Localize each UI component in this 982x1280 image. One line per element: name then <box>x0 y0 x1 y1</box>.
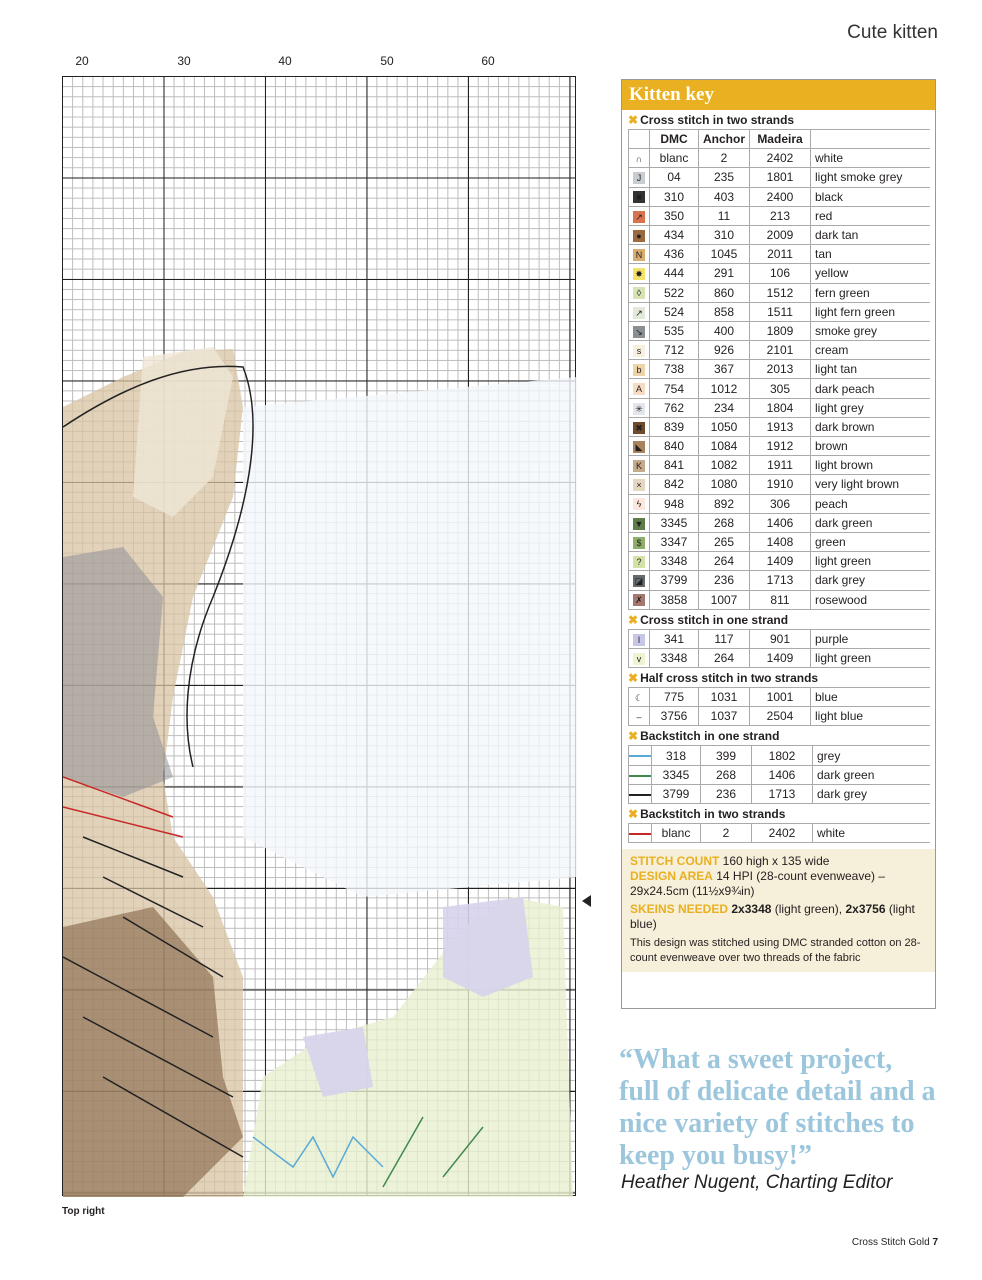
key-cell-anchor: 1037 <box>699 707 750 726</box>
key-cell-anchor: 265 <box>699 532 750 551</box>
col-label: 50 <box>380 54 394 68</box>
key-cell-madeira: 1713 <box>750 571 811 590</box>
key-row <box>629 648 931 667</box>
name-header <box>811 130 931 149</box>
key-cell-dmc: 841 <box>650 456 699 475</box>
key-section-label: Cross stitch in one strand <box>640 612 789 627</box>
col-label: 60 <box>481 54 495 68</box>
key-cell-dmc: 775 <box>650 688 699 707</box>
thread-symbol-icon: ✖ <box>633 422 645 434</box>
key-cell-name: light fern green <box>811 302 931 321</box>
key-cell-madeira: 2011 <box>750 245 811 264</box>
key-cell-name: very light brown <box>811 475 931 494</box>
thread-symbol-icon: v <box>633 653 645 665</box>
key-cell-dmc: 3348 <box>650 648 699 667</box>
key-sections <box>622 110 935 843</box>
key-cell-name: tan <box>811 245 931 264</box>
key-cell-name: black <box>811 187 931 206</box>
thread-symbol-icon: ■ <box>633 191 645 203</box>
key-cell-dmc: 754 <box>650 379 699 398</box>
key-cell-anchor: 892 <box>699 494 750 513</box>
col-label: 30 <box>177 54 191 68</box>
key-row <box>629 629 931 648</box>
key-cell-name: light smoke grey <box>811 168 931 187</box>
key-cell-name: smoke grey <box>811 321 931 340</box>
key-section-heading <box>622 610 935 629</box>
key-cell-name: red <box>811 206 931 225</box>
key-cell-anchor: 236 <box>699 571 750 590</box>
key-row <box>629 360 931 379</box>
key-cell-anchor: 264 <box>699 552 750 571</box>
key-footer <box>622 849 935 972</box>
key-cell-dmc: blanc <box>652 824 701 843</box>
key-cell-madeira: 2402 <box>750 149 811 168</box>
key-cell-madeira: 1911 <box>750 456 811 475</box>
skeins-note-1: (light green), <box>774 902 843 917</box>
key-section-heading <box>622 804 935 823</box>
swatch-cell <box>629 149 650 168</box>
key-row <box>629 437 931 456</box>
swatch-cell <box>629 321 650 340</box>
cross-bullet-icon: ✖ <box>628 612 639 627</box>
design-area-value: 14 HPI (28-count evenweave) – 29x24.5cm (11½x9¾in) <box>630 869 886 899</box>
swatch-cell <box>629 437 650 456</box>
key-cell-anchor: 268 <box>701 765 752 784</box>
key-cell-dmc: 712 <box>650 341 699 360</box>
key-cell-name: dark tan <box>811 225 931 244</box>
key-row <box>629 824 931 843</box>
key-cell-madeira: 1910 <box>750 475 811 494</box>
cross-bullet-icon: ✖ <box>628 729 639 744</box>
chart-area <box>62 54 582 1198</box>
key-row <box>629 475 931 494</box>
key-cell-dmc: 310 <box>650 187 699 206</box>
thread-symbol-icon: K <box>633 460 645 472</box>
key-cell-name: yellow <box>811 264 931 283</box>
thread-symbol-icon: ◪ <box>634 576 644 587</box>
key-table <box>628 823 930 843</box>
key-cell-anchor: 291 <box>699 264 750 283</box>
key-cell-anchor: 2 <box>701 824 752 843</box>
key-cell-anchor: 1012 <box>699 379 750 398</box>
row-marker-arrow <box>582 895 591 907</box>
key-header-row <box>629 130 931 149</box>
stitch-count-value: 160 high x 135 wide <box>722 854 830 869</box>
swatch-cell <box>629 206 650 225</box>
swatch-cell <box>629 245 650 264</box>
key-cell-anchor: 268 <box>699 513 750 532</box>
key-cell-madeira: 1001 <box>750 688 811 707</box>
key-cell-anchor: 310 <box>699 225 750 244</box>
key-cell-dmc: 318 <box>652 746 701 765</box>
thread-symbol-icon: ✸ <box>633 268 645 280</box>
key-section-heading <box>622 726 935 745</box>
key-cell-anchor: 1045 <box>699 245 750 264</box>
backstitch-swatch-icon <box>629 755 651 757</box>
swatch-cell <box>629 456 650 475</box>
thread-symbol-icon: ↗ <box>633 307 645 319</box>
key-cell-dmc: 350 <box>650 206 699 225</box>
key-cell-madeira: 1406 <box>750 513 811 532</box>
key-cell-dmc: 948 <box>650 494 699 513</box>
key-cell-name: cream <box>811 341 931 360</box>
swatch-cell <box>629 264 650 283</box>
key-row <box>629 264 931 283</box>
key-cell-madeira: 1913 <box>750 417 811 436</box>
swatch-cell <box>629 187 650 206</box>
key-cell-anchor: 1084 <box>699 437 750 456</box>
thread-symbol-icon: J <box>633 172 645 184</box>
thread-symbol-icon: ◣ <box>633 441 645 453</box>
key-title: Kitten key <box>622 80 935 110</box>
key-section-label: Backstitch in one strand <box>640 729 780 744</box>
key-cell-name: dark green <box>811 513 931 532</box>
design-area-label: DESIGN AREA <box>630 869 713 884</box>
thread-symbol-icon: N <box>633 249 645 261</box>
publication-name: Cross Stitch Gold <box>851 1237 930 1248</box>
key-cell-madeira: 1801 <box>750 168 811 187</box>
key-cell-anchor: 860 <box>699 283 750 302</box>
key-row <box>629 590 931 609</box>
key-section-label: Half cross stitch in two strands <box>640 671 819 686</box>
cross-bullet-icon: ✖ <box>628 113 639 127</box>
key-row <box>629 341 931 360</box>
key-cell-anchor: 926 <box>699 341 750 360</box>
thread-symbol-icon: ▼ <box>634 518 644 529</box>
swatch-cell <box>629 475 650 494</box>
key-cell-madeira: 1809 <box>750 321 811 340</box>
key-cell-name: dark green <box>813 765 931 784</box>
col-label: 20 <box>75 54 89 68</box>
key-row <box>629 321 931 340</box>
key-row <box>629 149 931 168</box>
key-cell-anchor: 11 <box>699 206 750 225</box>
key-cell-dmc: 3348 <box>650 552 699 571</box>
key-cell-madeira: 1511 <box>750 302 811 321</box>
swatch-cell <box>629 341 650 360</box>
key-row <box>629 283 931 302</box>
swatch-cell <box>629 225 650 244</box>
swatch-cell <box>629 765 652 784</box>
key-row <box>629 379 931 398</box>
key-note: This design was stitched using DMC stranded cotton on 28-count evenweave over two threads of the fabric <box>630 937 921 965</box>
key-cell-madeira: 2009 <box>750 225 811 244</box>
thread-symbol-icon: ☾ <box>634 692 644 703</box>
key-cell-anchor: 367 <box>699 360 750 379</box>
cross-bullet-icon: ✖ <box>628 807 639 821</box>
key-cell-name: light green <box>811 648 931 667</box>
swatch-cell <box>629 360 650 379</box>
key-cell-dmc: 535 <box>650 321 699 340</box>
key-cell-anchor: 399 <box>701 746 752 765</box>
key-cell-name: grey <box>813 746 931 765</box>
thread-symbol-icon: ● <box>633 230 645 242</box>
key-cell-name: dark grey <box>813 784 931 803</box>
key-cell-madeira: 106 <box>750 264 811 283</box>
key-cell-madeira: 1804 <box>750 398 811 417</box>
key-row <box>629 168 931 187</box>
key-cell-name: light brown <box>811 456 931 475</box>
key-cell-anchor: 1080 <box>699 475 750 494</box>
backstitch-swatch-icon <box>629 794 651 796</box>
key-cell-madeira: 1406 <box>752 765 813 784</box>
key-cell-name: light tan <box>811 360 931 379</box>
key-cell-madeira: 1409 <box>750 648 811 667</box>
thread-symbol-icon: I <box>633 634 645 646</box>
page-title: Cute kitten <box>847 22 938 43</box>
stitch-count-label: STITCH COUNT <box>630 854 720 869</box>
key-cell-madeira: 306 <box>750 494 811 513</box>
key-cell-madeira: 811 <box>750 590 811 609</box>
swatch-cell <box>629 707 650 726</box>
key-cell-name: light green <box>811 552 931 571</box>
key-row <box>629 688 931 707</box>
key-cell-name: green <box>811 532 931 551</box>
thread-symbol-icon: A <box>633 383 645 395</box>
key-cell-dmc: 3345 <box>652 765 701 784</box>
swatch-cell <box>629 168 650 187</box>
key-col-header-anchor: Anchor <box>699 130 750 149</box>
swatch-cell <box>629 417 650 436</box>
key-cell-dmc: 3347 <box>650 532 699 551</box>
key-cell-name: light blue <box>811 707 931 726</box>
key-cell-dmc: 522 <box>650 283 699 302</box>
key-cell-dmc: 839 <box>650 417 699 436</box>
swatch-header <box>629 130 650 149</box>
key-row <box>629 225 931 244</box>
key-table <box>628 687 930 726</box>
key-cell-madeira: 2013 <box>750 360 811 379</box>
thread-symbol-icon: ϟ <box>633 498 645 510</box>
key-row <box>629 552 931 571</box>
key-cell-dmc: 3799 <box>652 784 701 803</box>
key-cell-name: white <box>811 149 931 168</box>
key-cell-dmc: 3345 <box>650 513 699 532</box>
key-table <box>628 745 930 804</box>
key-cell-name: rosewood <box>811 590 931 609</box>
key-cell-dmc: 341 <box>650 629 699 648</box>
key-cell-name: light grey <box>811 398 931 417</box>
key-table <box>628 629 930 668</box>
key-cell-anchor: 1082 <box>699 456 750 475</box>
key-row <box>629 746 931 765</box>
thread-symbol-icon: s <box>633 345 645 357</box>
key-col-header-dmc: DMC <box>650 130 699 149</box>
swatch-cell <box>629 746 652 765</box>
swatch-cell <box>629 784 652 803</box>
key-cell-dmc: 3799 <box>650 571 699 590</box>
key-section-label: Cross stitch in two strands <box>640 113 795 127</box>
key-cell-anchor: 235 <box>699 168 750 187</box>
key-row <box>629 513 931 532</box>
key-row <box>629 494 931 513</box>
thread-symbol-icon: ∩ <box>633 153 645 165</box>
key-row <box>629 784 931 803</box>
key-cell-name: blue <box>811 688 931 707</box>
key-cell-name: peach <box>811 494 931 513</box>
key-cell-madeira: 1912 <box>750 437 811 456</box>
key-cell-anchor: 400 <box>699 321 750 340</box>
key-section-label: Backstitch in two strands <box>640 807 786 821</box>
skeins-note-2: (light blue) <box>630 902 915 932</box>
skeins-value-2: 2x3756 <box>845 902 886 917</box>
swatch-cell <box>629 532 650 551</box>
thread-symbol-icon: – <box>633 711 645 723</box>
key-cell-dmc: 04 <box>650 168 699 187</box>
swatch-cell <box>629 590 650 609</box>
key-cell-madeira: 1802 <box>752 746 813 765</box>
swatch-cell <box>629 494 650 513</box>
key-cell-name: purple <box>811 629 931 648</box>
thread-symbol-icon: ↗ <box>633 211 645 223</box>
key-cell-name: fern green <box>811 283 931 302</box>
key-cell-dmc: blanc <box>650 149 699 168</box>
key-cell-anchor: 1007 <box>699 590 750 609</box>
key-cell-anchor: 236 <box>701 784 752 803</box>
key-row <box>629 302 931 321</box>
key-panel <box>621 79 936 1009</box>
thread-symbol-icon: $ <box>633 537 645 549</box>
key-cell-anchor: 1031 <box>699 688 750 707</box>
swatch-cell <box>629 571 650 590</box>
key-row <box>629 456 931 475</box>
key-cell-madeira: 1512 <box>750 283 811 302</box>
key-cell-madeira: 2402 <box>752 824 813 843</box>
key-cell-name: white <box>813 824 931 843</box>
chart-caption: Top right <box>62 1206 105 1217</box>
key-cell-madeira: 305 <box>750 379 811 398</box>
key-col-header-madeira: Madeira <box>750 130 811 149</box>
key-cell-dmc: 434 <box>650 225 699 244</box>
key-cell-name: brown <box>811 437 931 456</box>
thread-symbol-icon: b <box>633 364 645 376</box>
key-cell-dmc: 842 <box>650 475 699 494</box>
key-cell-anchor: 264 <box>699 648 750 667</box>
key-cell-dmc: 738 <box>650 360 699 379</box>
thread-symbol-icon: ? <box>633 556 645 568</box>
stitch-pattern-art <box>63 77 577 1197</box>
key-row <box>629 206 931 225</box>
key-section-heading <box>622 668 935 687</box>
key-cell-dmc: 3858 <box>650 590 699 609</box>
swatch-cell <box>629 283 650 302</box>
thread-symbol-icon: ↘ <box>633 326 645 338</box>
key-row <box>629 245 931 264</box>
key-cell-dmc: 436 <box>650 245 699 264</box>
key-cell-dmc: 444 <box>650 264 699 283</box>
backstitch-swatch-icon <box>629 775 651 777</box>
key-cell-madeira: 1408 <box>750 532 811 551</box>
swatch-cell <box>629 552 650 571</box>
thread-symbol-icon: ✗ <box>633 594 645 606</box>
swatch-cell <box>629 629 650 648</box>
swatch-cell <box>629 648 650 667</box>
key-cell-madeira: 1713 <box>752 784 813 803</box>
page-footer <box>852 1237 938 1248</box>
key-cell-madeira: 901 <box>750 629 811 648</box>
key-row <box>629 398 931 417</box>
key-row <box>629 532 931 551</box>
key-cell-anchor: 2 <box>699 149 750 168</box>
key-cell-dmc: 3756 <box>650 707 699 726</box>
key-cell-name: dark peach <box>811 379 931 398</box>
key-table <box>628 129 930 610</box>
key-cell-dmc: 840 <box>650 437 699 456</box>
col-label: 40 <box>278 54 292 68</box>
page-number: 7 <box>932 1237 938 1248</box>
key-row <box>629 187 931 206</box>
key-cell-anchor: 117 <box>699 629 750 648</box>
pull-quote: “What a sweet project, full of delicate detail and a nice variety of stitches to keep you busy!” <box>619 1044 936 1171</box>
key-row <box>629 707 931 726</box>
skeins-value-1: 2x3348 <box>731 902 772 917</box>
key-cell-madeira: 1409 <box>750 552 811 571</box>
key-row <box>629 571 931 590</box>
key-cell-dmc: 762 <box>650 398 699 417</box>
key-cell-anchor: 858 <box>699 302 750 321</box>
key-cell-anchor: 1050 <box>699 417 750 436</box>
swatch-cell <box>629 513 650 532</box>
key-row <box>629 417 931 436</box>
quote-author: Heather Nugent, Charting Editor <box>621 1172 893 1193</box>
key-cell-madeira: 2400 <box>750 187 811 206</box>
swatch-cell <box>629 379 650 398</box>
stitch-grid <box>62 76 576 1196</box>
thread-symbol-icon: ◊ <box>633 287 645 299</box>
swatch-cell <box>629 302 650 321</box>
key-cell-name: dark grey <box>811 571 931 590</box>
key-cell-anchor: 403 <box>699 187 750 206</box>
key-section-heading <box>622 110 935 129</box>
cross-bullet-icon: ✖ <box>628 671 639 686</box>
key-cell-madeira: 2101 <box>750 341 811 360</box>
key-cell-madeira: 213 <box>750 206 811 225</box>
swatch-cell <box>629 398 650 417</box>
skeins-label: SKEINS NEEDED <box>630 902 729 917</box>
key-cell-madeira: 2504 <box>750 707 811 726</box>
swatch-cell <box>629 824 652 843</box>
thread-symbol-icon: ✳ <box>633 403 645 415</box>
swatch-cell <box>629 688 650 707</box>
key-row <box>629 765 931 784</box>
key-cell-name: dark brown <box>811 417 931 436</box>
backstitch-swatch-icon <box>629 833 651 835</box>
thread-symbol-icon: × <box>633 479 645 491</box>
key-cell-anchor: 234 <box>699 398 750 417</box>
key-cell-dmc: 524 <box>650 302 699 321</box>
